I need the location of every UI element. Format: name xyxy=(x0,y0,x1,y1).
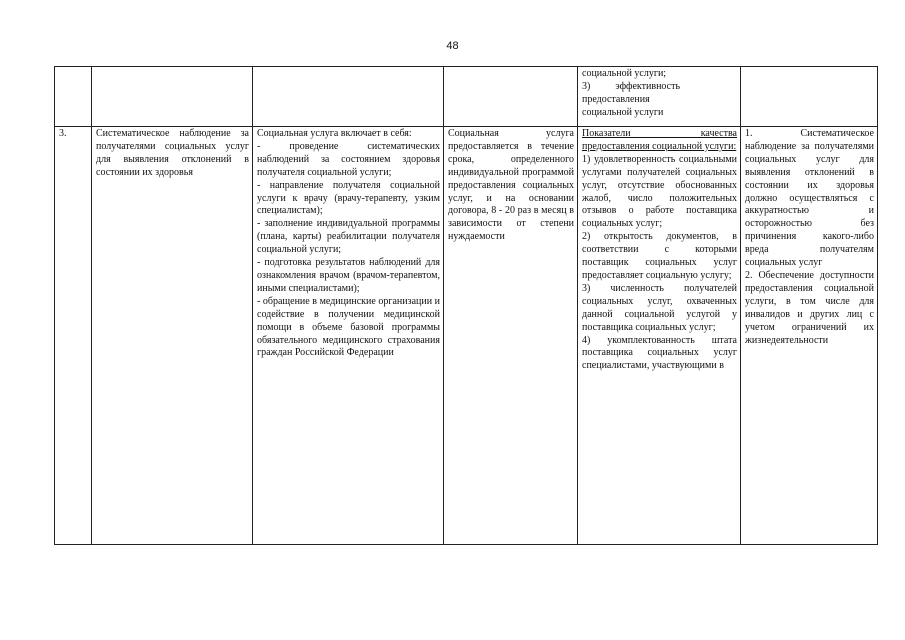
description-item: - подготовка результатов наблюдений для ознакомления врачом (врачом-терапевтом, иными специалистами); xyxy=(257,257,440,294)
description-item: - направление получателя социальной услуги к врачу (врачу-терапевту, узким специалистам); xyxy=(257,179,440,217)
description-item: - заполнение индивидуальной программы (плана, карты) реабилитации получателя социальной услуги; xyxy=(257,218,440,256)
row-number: 3. xyxy=(55,127,92,545)
service-name: Систематическое наблюдение за получателями социальных услуг для выявления отклонений в состоянии их здоровья xyxy=(92,127,253,545)
table-row-continuation xyxy=(55,67,878,127)
indicator-line: социальной услуги; xyxy=(582,68,667,79)
cell-terms-empty xyxy=(444,67,578,127)
page-number: 48 xyxy=(446,40,459,52)
description-item: - обращение в медицинские организации и содействие в получении медицинской помощи в объеме базовой программы обязательного медицинского страхования граждан Российской Федерации xyxy=(257,295,440,359)
cell-indicators-continuation xyxy=(578,67,741,127)
condition-item: 1. Систематическое наблюдение за получателями социальных услуг для выявления отклонений в состоянии их здоровья должно осуществляться с аккуратностью и осторожностью без причинения какого-либо вреда получателям социальных услуг xyxy=(745,128,874,269)
cell-number-empty xyxy=(55,67,92,127)
indicator-item: 1) удовлетворенность социальными услугами получателей социальных услуг, отсутствие обоснованных жалоб, число положительных отзывов о работе поставщика социальных услуг; xyxy=(582,153,737,230)
table-row xyxy=(55,127,878,545)
indicator-item: 2) открытость документов, в соответствии с которыми поставщик социальных услуг предоставляет социальную услугу; xyxy=(582,231,737,281)
indicator-item: 4) укомплектованность штата поставщика социальных услуг специалистами, участвующими в xyxy=(582,334,737,372)
cell-conditions-empty xyxy=(741,67,878,127)
description-item: - проведение систематических наблюдений за состоянием здоровья получателя социальной услуги; xyxy=(257,140,440,178)
indicator-line: предоставления xyxy=(582,93,650,105)
indicator-item: 3) численность получателей социальных услуг, охваченных данной социальной услугой у поставщика социальных услуг; xyxy=(582,282,737,333)
description-item: Социальная услуга включает в себя: xyxy=(257,128,412,139)
indicators-heading: Показатели качества предоставления социальной услуги: xyxy=(582,128,737,152)
cell-description-empty xyxy=(253,67,444,127)
services-table xyxy=(54,66,878,545)
quality-indicators xyxy=(578,127,741,545)
cell-service-name-empty xyxy=(92,67,253,127)
service-description xyxy=(253,127,444,545)
service-terms: Социальная услуга предоставляется в течение срока, определенного индивидуальной программой предоставления социальных услуг, и на основании договора, 8 - 20 раз в месяц в зависимости от степени нуждаемости xyxy=(444,127,578,545)
indicator-line: 3) эффективность xyxy=(582,80,681,92)
indicator-line: социальной услуги xyxy=(582,106,664,118)
service-conditions xyxy=(741,127,878,545)
condition-item: 2. Обеспечение доступности предоставления социальной услуги, в том числе для инвалидов и других лиц с учетом ограничений их жизнедеятельности xyxy=(745,269,874,346)
